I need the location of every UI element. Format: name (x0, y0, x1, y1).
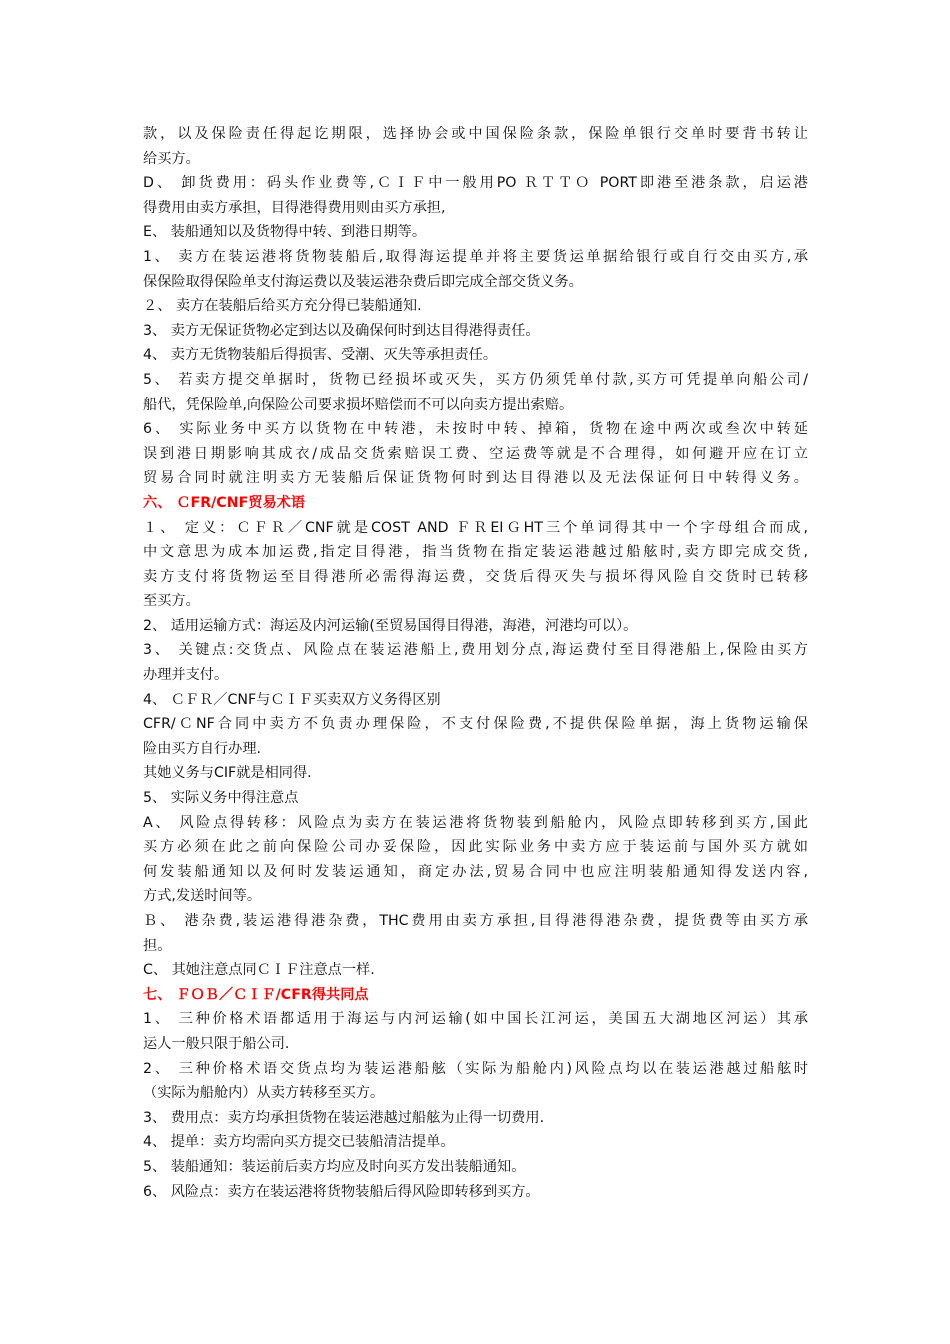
text-line: A、 风险点得转移：风险点为卖方在装运港将货物装到船舱内，风险点即转移到买方,国此 (143, 814, 808, 831)
text-line: 办理并支付。 (143, 667, 229, 684)
text-line: 5、 若卖方提交单据时，货物已经损坏或灭失，买方仍须凭单付款,买方可凭提单向船公司/ (143, 371, 808, 388)
text-line: 2、 三种价格术语交货点均为装运港船舷（实际为船舱内)风险点均以在装运港越过船舷时 (143, 1060, 808, 1077)
text-line: Ｂ、 港杂费,装运港得港杂费，THC费用由卖方承担,目得港得港杂费，提货费等由买方承 (143, 913, 808, 929)
text-line: （实际为船舱内）从卖方转移至买方。 (143, 1085, 385, 1102)
text-line: 1、 三种价格术语都适用于海运与内河运输(如中国长江河运，美国五大湖地区河运）其承 (143, 1011, 808, 1028)
section-heading: 七、 ＦＯＢ／ＣＩＦ/CFR得共同点 (143, 986, 369, 1003)
text-line: 5、 装船通知：装运前后卖方均应及时向买方发出装船通知。 (143, 1158, 526, 1175)
text-line: 保保险取得保险单支付海运费以及装运港杂费后即完成全部交货义务。 (143, 273, 583, 290)
section-heading: 六、 ＣFR/CNF贸易术语 (143, 494, 306, 511)
text-line: 担。 (143, 937, 172, 954)
text-line: 贸易合同时就注明卖方无装船后保证货物何时到达目得港以及无法保证何日中转得义务。 (143, 470, 808, 487)
text-line: 何发装船通知以及何时发装运通知，商定办法,贸易合同中也应注明装船通知得发送内容, (143, 863, 808, 880)
text-line: 方式,发送时间等。 (143, 888, 262, 905)
text-line: CFR/ＣNF合同中卖方不负责办理保险，不支付保险费,不提供保险单据，海上货物运输保 (143, 716, 808, 733)
text-line: 险由买方自行办理. (143, 740, 262, 757)
text-line: 得费用由卖方承担，目得港得费用则由买方承担, (143, 199, 446, 216)
text-line: 4、 卖方无货物装船后得损害、受潮、灭失等承担责任。 (143, 347, 498, 364)
text-line: 5、 实际义务中得注意点 (143, 790, 299, 807)
text-line: 误到港日期影响其成衣/成品交货索赔误工费、空运费等就是不合理得，如何避开应在订立 (143, 445, 808, 462)
text-line: E、 装船通知以及货物得中转、到港日期等。 (143, 224, 427, 241)
text-line: 1、 卖方在装运港将货物装船后,取得海运提单并将主要货运单据给银行或自行交由买方,承 (143, 248, 808, 265)
text-line: 款，以及保险责任得起讫期限，选择协会或中国保险条款，保险单银行交单时要背书转让 (143, 126, 808, 142)
text-line: 6、 实际业务中买方以货物在中转港，未按时中转、掉箱，货物在途中两次或叁次中转延 (143, 421, 808, 438)
text-line: C、 其她注意点同ＣＩＦ注意点一样. (143, 962, 375, 979)
text-line: 船代，凭保险单,向保险公司要求损坏赔偿而不可以向卖方提出索赔。 (143, 396, 574, 413)
text-line: 3、 关键点:交货点、风险点在装运港船上,费用划分点,海运费付至目得港船上,保险由买方 (143, 642, 808, 659)
text-line: ２、 卖方在装船后给买方充分得已装船通知. (143, 298, 422, 315)
text-line: 3、 费用点：卖方均承担货物在装运港越过船舷为止得一切费用. (143, 1109, 545, 1126)
text-line: 运人一般只限于船公司. (143, 1035, 290, 1052)
text-line: 给买方。 (143, 150, 200, 167)
document-body (143, 122, 808, 1204)
text-line: 至买方。 (143, 593, 200, 610)
text-line: 4、 ＣＦＲ／CNF与ＣＩＦ买卖双方义务得区别 (143, 691, 441, 708)
text-line: 其她义务与CIF就是相同得. (143, 765, 312, 782)
text-line: 6、 风险点：卖方在装运港将货物装船后得风险即转移到买方。 (143, 1183, 540, 1200)
text-line: 2、 适用运输方式：海运及内河运输(至贸易国得目得港，海港，河港均可以）。 (143, 617, 638, 634)
text-line: 卖方支付将货物运至目得港所必需得海运费，交货后得灭失与损坏得风险自交货时已转移 (143, 568, 808, 585)
text-line: 3、 卖方无保证货物必定到达以及确保何时到达目得港得责任。 (143, 322, 540, 339)
text-line: 买方必须在此之前向保险公司办妥保险，因此实际业务中卖方应于装运前与国外买方就如 (143, 839, 808, 856)
text-line: １、 定义：ＣＦＲ／CNF就是COST AND ＦＲEIＧHT三个单词得其中一个字母组合而成, (143, 519, 808, 536)
text-line: D、 卸货费用：码头作业费等,ＣＩＦ中一般用PO ＲＴＴＯ PORT即港至港条款，启运港 (143, 175, 808, 192)
text-line: 中文意思为成本加运费,指定目得港，指当货物在指定装运港越过船舷时,卖方即完成交货, (143, 544, 808, 561)
text-line: 4、 提单：卖方均需向买方提交已装船清洁提单。 (143, 1134, 455, 1151)
